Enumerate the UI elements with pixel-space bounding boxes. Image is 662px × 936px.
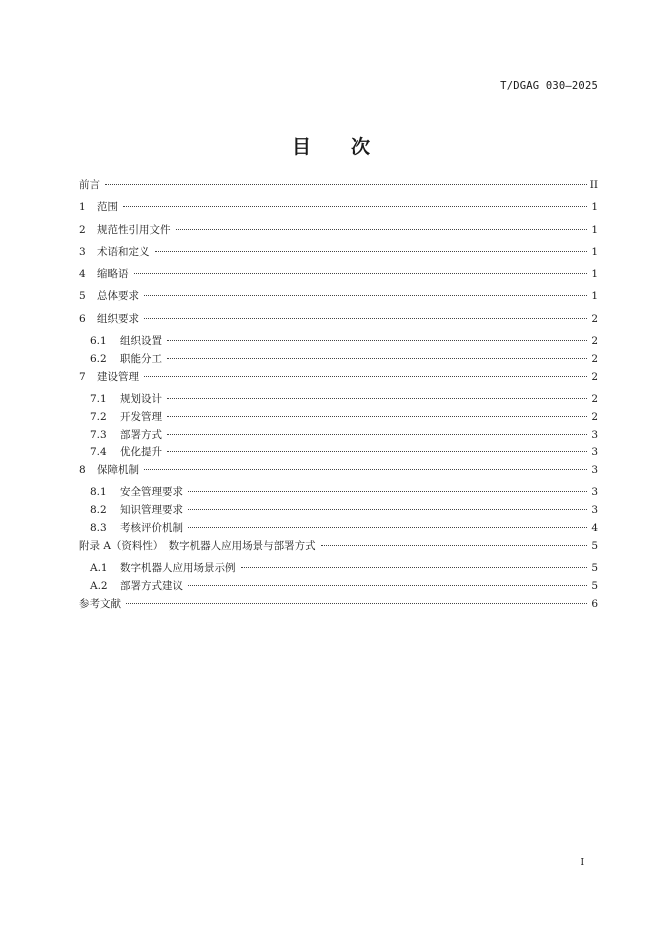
toc-entry-label: 规范性引用文件 — [97, 223, 171, 236]
toc-leader-dots — [126, 603, 587, 604]
toc-entry-number: 2 — [79, 223, 86, 236]
toc-entry-label: 术语和定义 — [97, 245, 150, 258]
toc-entry-label: 部署方式 — [120, 428, 162, 441]
toc-leader-dots — [241, 567, 588, 568]
toc-entry-page: 1 — [591, 268, 598, 281]
toc-leader-dots — [155, 251, 588, 252]
toc-entry[interactable] — [79, 180, 598, 202]
toc-leader-dots — [167, 434, 587, 435]
toc-entry-page: 4 — [591, 522, 598, 535]
table-of-contents — [79, 180, 598, 621]
toc-entry-label: 组织要求 — [97, 312, 139, 325]
toc-leader-dots — [321, 545, 587, 546]
toc-leader-dots — [188, 585, 587, 586]
toc-entry[interactable] — [79, 487, 598, 505]
toc-entry-label: 数字机器人应用场景示例 — [120, 562, 236, 575]
toc-entry-number: A.1 — [90, 562, 108, 575]
toc-leader-dots — [144, 376, 587, 377]
toc-leader-dots — [134, 273, 588, 274]
toc-leader-dots — [105, 184, 587, 185]
toc-entry-label: 安全管理要求 — [120, 486, 183, 499]
standard-code: T/DGAG 030—2025 — [500, 80, 598, 92]
title-char-2: 次 — [351, 136, 371, 158]
toc-leader-dots — [123, 206, 587, 207]
toc-entry-number: 8.2 — [90, 504, 107, 517]
toc-entry[interactable] — [79, 430, 598, 448]
toc-entry-label: 保障机制 — [97, 464, 139, 477]
title-char-1: 目 — [291, 136, 311, 158]
toc-entry-page: 3 — [591, 464, 598, 477]
toc-entry-number: 6.1 — [90, 335, 107, 348]
toc-entry-number: 7.1 — [90, 392, 107, 405]
toc-entry-number: 1 — [79, 201, 86, 214]
toc-entry-page: II — [589, 179, 598, 191]
toc-entry-page: 2 — [591, 370, 598, 383]
toc-entry-page: 5 — [591, 539, 598, 552]
toc-entry-number: 3 — [79, 245, 86, 258]
toc-leader-dots — [167, 451, 587, 452]
toc-entry-page: 2 — [591, 312, 598, 325]
toc-entry-page: 3 — [591, 504, 598, 517]
toc-entry[interactable] — [79, 291, 598, 313]
toc-entry[interactable] — [79, 394, 598, 412]
toc-leader-dots — [167, 416, 587, 417]
toc-entry-number: 7 — [79, 370, 86, 383]
toc-entry-page: 2 — [591, 410, 598, 423]
toc-entry[interactable] — [79, 314, 598, 336]
toc-entry[interactable] — [79, 465, 598, 487]
toc-entry-page: 3 — [591, 446, 598, 459]
toc-entry-label: 职能分工 — [120, 352, 162, 365]
toc-entry[interactable] — [79, 599, 598, 621]
toc-entry-page: 1 — [591, 201, 598, 214]
toc-entry[interactable] — [79, 225, 598, 247]
toc-entry-label: 参考文献 — [79, 597, 121, 610]
toc-entry-label: 知识管理要求 — [120, 504, 183, 517]
toc-entry-number: 7.4 — [90, 446, 107, 459]
toc-entry-label: 前言 — [79, 179, 100, 191]
toc-entry[interactable] — [79, 541, 598, 563]
toc-entry-page: 5 — [591, 562, 598, 575]
toc-entry-label: 组织设置 — [120, 335, 162, 348]
toc-leader-dots — [144, 295, 587, 296]
toc-entry-label: 缩略语 — [97, 268, 129, 281]
toc-entry-number: 7.2 — [90, 410, 107, 423]
toc-entry[interactable] — [79, 269, 598, 291]
toc-entry[interactable] — [79, 354, 598, 372]
toc-entry[interactable] — [79, 247, 598, 269]
toc-entry[interactable] — [79, 412, 598, 430]
toc-entry-page: 2 — [591, 335, 598, 348]
toc-entry-page: 1 — [591, 245, 598, 258]
toc-entry-label: 总体要求 — [97, 290, 139, 303]
toc-entry-page: 5 — [591, 579, 598, 592]
toc-leader-dots — [188, 491, 587, 492]
toc-entry[interactable] — [79, 447, 598, 465]
toc-entry-number: 6.2 — [90, 352, 107, 365]
toc-entry-number: 8.3 — [90, 522, 107, 535]
toc-entry[interactable] — [79, 563, 598, 581]
toc-entry-label: 考核评价机制 — [120, 522, 183, 535]
toc-entry-label: 优化提升 — [120, 446, 162, 459]
toc-leader-dots — [188, 509, 587, 510]
toc-entry-number: 5 — [79, 290, 86, 303]
toc-entry-page: 1 — [591, 290, 598, 303]
toc-entry-page: 3 — [591, 486, 598, 499]
toc-leader-dots — [144, 318, 587, 319]
toc-entry-label: 部署方式建议 — [120, 579, 183, 592]
toc-entry-label: 范围 — [97, 201, 118, 214]
toc-entry[interactable] — [79, 336, 598, 354]
toc-entry-page: 6 — [591, 597, 598, 610]
toc-leader-dots — [188, 527, 587, 528]
toc-entry-page: 3 — [591, 428, 598, 441]
toc-leader-dots — [167, 358, 587, 359]
toc-entry-number: A.2 — [90, 579, 108, 592]
toc-leader-dots — [167, 340, 587, 341]
toc-entry-label: 规划设计 — [120, 392, 162, 405]
toc-entry-number: 4 — [79, 268, 86, 281]
toc-entry-page: 1 — [591, 223, 598, 236]
toc-entry-number: 7.3 — [90, 428, 107, 441]
toc-leader-dots — [167, 398, 587, 399]
toc-entry-page: 2 — [591, 352, 598, 365]
footer-page-number: I — [580, 858, 584, 868]
toc-entry-label: 附录 A（资料性） 数字机器人应用场景与部署方式 — [79, 539, 316, 552]
toc-entry-number: 8.1 — [90, 486, 107, 499]
toc-entry[interactable] — [79, 372, 598, 394]
toc-entry[interactable] — [79, 523, 598, 541]
toc-leader-dots — [144, 469, 587, 470]
toc-entry[interactable] — [79, 505, 598, 523]
toc-entry[interactable] — [79, 581, 598, 599]
page-title — [0, 132, 662, 159]
toc-entry-page: 2 — [591, 392, 598, 405]
toc-entry[interactable] — [79, 202, 598, 224]
toc-entry-number: 8 — [79, 464, 86, 477]
toc-entry-number: 6 — [79, 312, 86, 325]
toc-entry-label: 建设管理 — [97, 370, 139, 383]
toc-entry-label: 开发管理 — [120, 410, 162, 423]
toc-leader-dots — [176, 229, 588, 230]
